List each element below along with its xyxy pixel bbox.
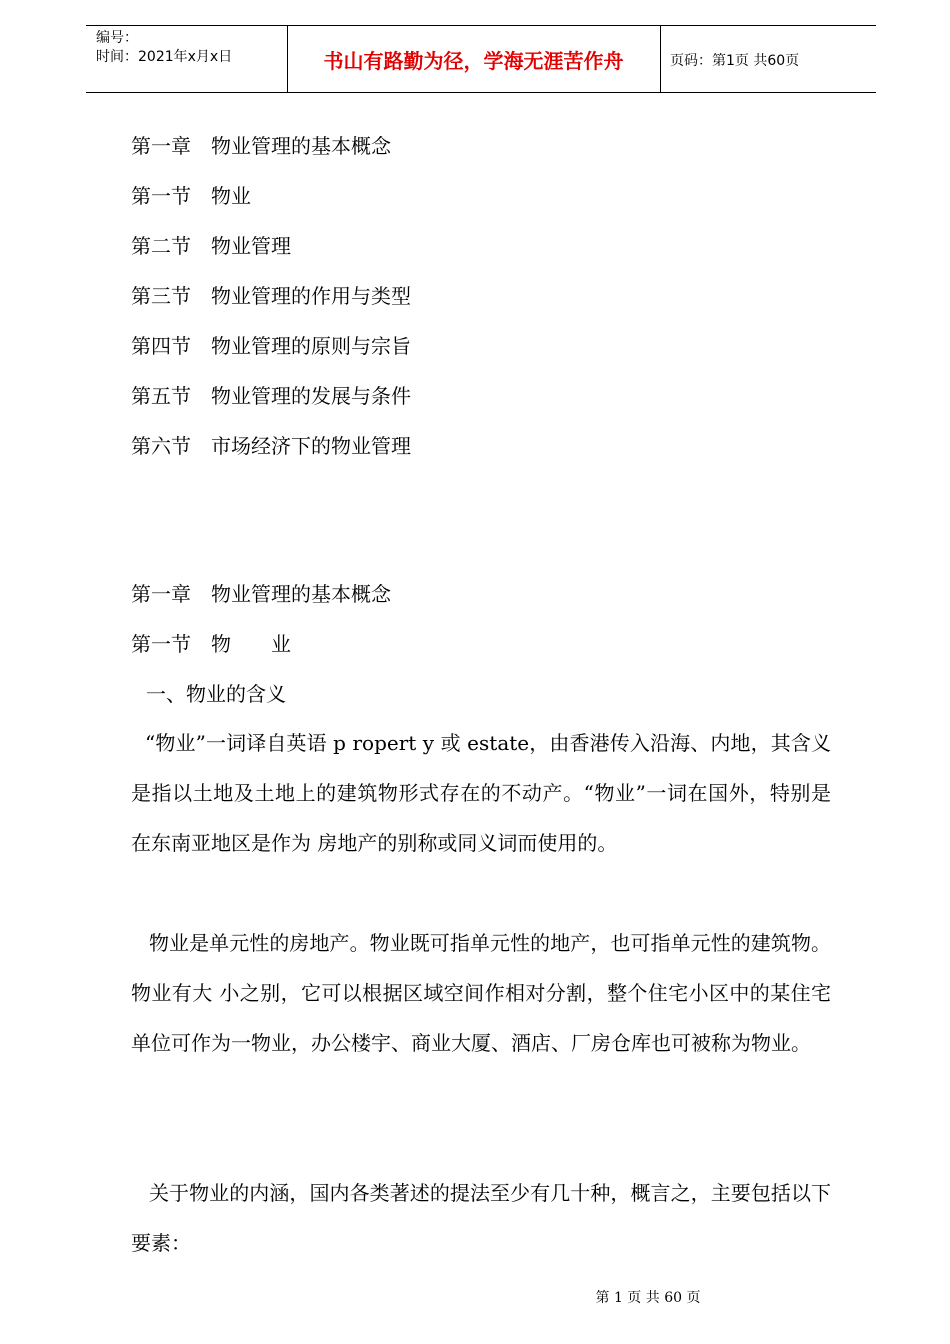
toc-item: 第四节 物业管理的原则与宗旨 bbox=[131, 334, 411, 358]
toc-item: 第一节 物业 bbox=[131, 184, 251, 208]
header-divider bbox=[660, 26, 661, 92]
toc-item: 第三节 物业管理的作用与类型 bbox=[131, 284, 411, 308]
subsection-heading: 一、物业的含义 bbox=[146, 682, 286, 706]
paragraph: “物业”一词译自英语 p ropert y 或 estate，由香港传入沿海、内地，其含义是指以土地及土地上的建筑物形式存在的不动产。“物业”一词在国外，特别是在东南亚地区是作为 房地产的别称或同义词而使用的。 bbox=[131, 731, 831, 855]
page-footer: 第 1 页 共 60 页 bbox=[595, 1290, 701, 1306]
chapter-heading: 第一章 物业管理的基本概念 bbox=[131, 582, 391, 606]
toc-item: 第六节 市场经济下的物业管理 bbox=[131, 434, 411, 458]
toc-item: 第五节 物业管理的发展与条件 bbox=[131, 384, 411, 408]
time-label: 时间：2021年x月x日 bbox=[96, 49, 233, 65]
paragraph: 物业是单元性的房地产。物业既可指单元性的地产，也可指单元性的建筑物。物业有大 小之别，它可以根据区域空间作相对分割，整个住宅小区中的某住宅单位可作为一物业，办公楼宇、商业大厦、酒店、厂房仓库也可被称为物业。 bbox=[131, 931, 831, 1055]
header-page-info: 页码：第1页 共60页 bbox=[670, 52, 800, 69]
header-motto: 书山有路勤为径，学海无涯苦作舟 bbox=[323, 49, 624, 73]
page-header bbox=[86, 25, 876, 93]
header-meta bbox=[96, 29, 232, 67]
toc-item: 第一章 物业管理的基本概念 bbox=[131, 134, 391, 158]
toc-item: 第二节 物业管理 bbox=[131, 234, 291, 258]
section-heading: 第一节 物 业 bbox=[131, 632, 291, 656]
paragraph: 关于物业的内涵，国内各类著述的提法至少有几十种，概言之，主要包括以下要素： bbox=[131, 1181, 831, 1255]
number-label: 编号： bbox=[96, 30, 138, 46]
